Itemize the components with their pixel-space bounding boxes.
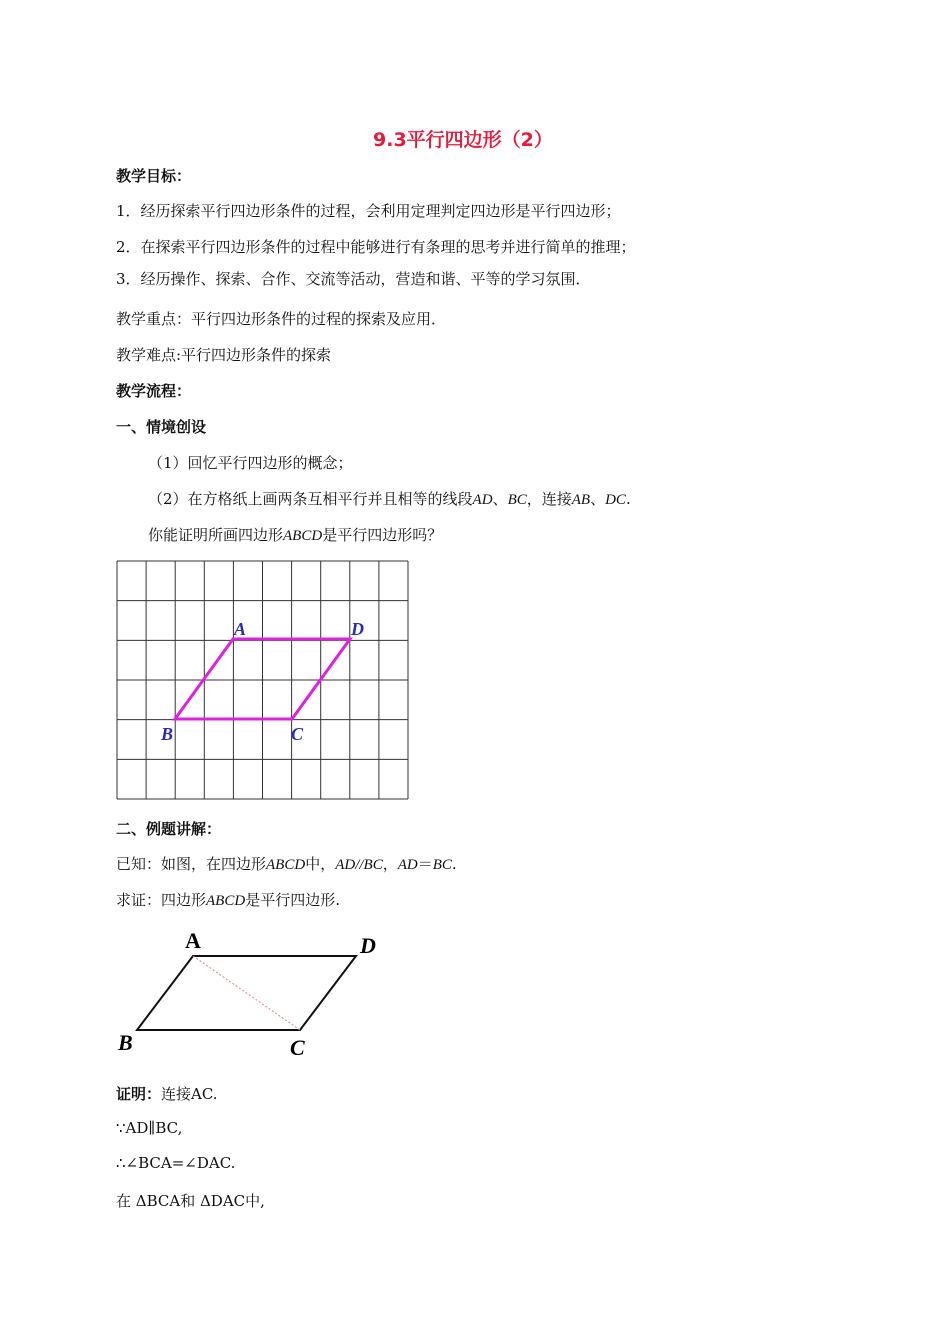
diagonal-ac: [193, 956, 300, 1030]
fig2-label-c: C: [290, 1035, 305, 1060]
fig2-label-b: B: [118, 1030, 133, 1055]
fig2-label-d: D: [360, 933, 376, 958]
grid-label-a: A: [234, 619, 247, 639]
s1-item-1: （1）回忆平行四边形的概念；: [148, 454, 353, 472]
process-heading: 教学流程：: [116, 382, 192, 400]
proof-line-3: ∴∠BCA=∠DAC.: [116, 1154, 236, 1172]
proof-line-4: 在 ΔBCA和 ΔDAC中,: [116, 1192, 265, 1210]
given-statement: 已知：如图，在四边形ABCD中，AD//BC，AD＝BC.: [116, 855, 457, 873]
grid-label-b: B: [161, 724, 174, 744]
proof-line-2: ∵AD∥BC,: [116, 1119, 183, 1137]
proof-label: 证明：: [116, 1085, 162, 1103]
grid-paper: [117, 561, 408, 799]
grid-label-c: C: [291, 724, 304, 744]
objective-1: 1．经历探索平行四边形条件的过程，会利用定理判定四边形是平行四边形；: [116, 202, 621, 220]
prove-statement: 求证：四边形ABCD是平行四边形.: [116, 891, 340, 909]
objective-3: 3．经历操作、探索、合作、交流等活动，营造和谐、平等的学习氛围．: [116, 270, 591, 288]
s1-question: 你能证明所画四边形ABCD是平行四边形吗？: [148, 526, 443, 544]
page-title: 9.3平行四边形（2）: [373, 129, 553, 151]
section1-heading: 一、情境创设: [116, 418, 207, 436]
objectives-heading: 教学目标：: [116, 167, 192, 185]
proof-line-1: 证明：连接AC.: [116, 1085, 218, 1103]
fig2-label-a: A: [185, 928, 201, 953]
s1-item-2: （2）在方格纸上画两条互相平行并且相等的线段AD、BC，连接AB、DC.: [148, 490, 631, 508]
objective-2: 2．在探索平行四边形条件的过程中能够进行有条理的思考并进行简单的推理；: [116, 238, 636, 256]
grid-label-d: D: [351, 619, 364, 639]
difficulty: 教学难点:平行四边形条件的探索: [116, 346, 332, 364]
key-point: 教学重点：平行四边形条件的过程的探索及应用．: [116, 310, 447, 328]
section2-heading: 二、例题讲解：: [116, 820, 222, 838]
